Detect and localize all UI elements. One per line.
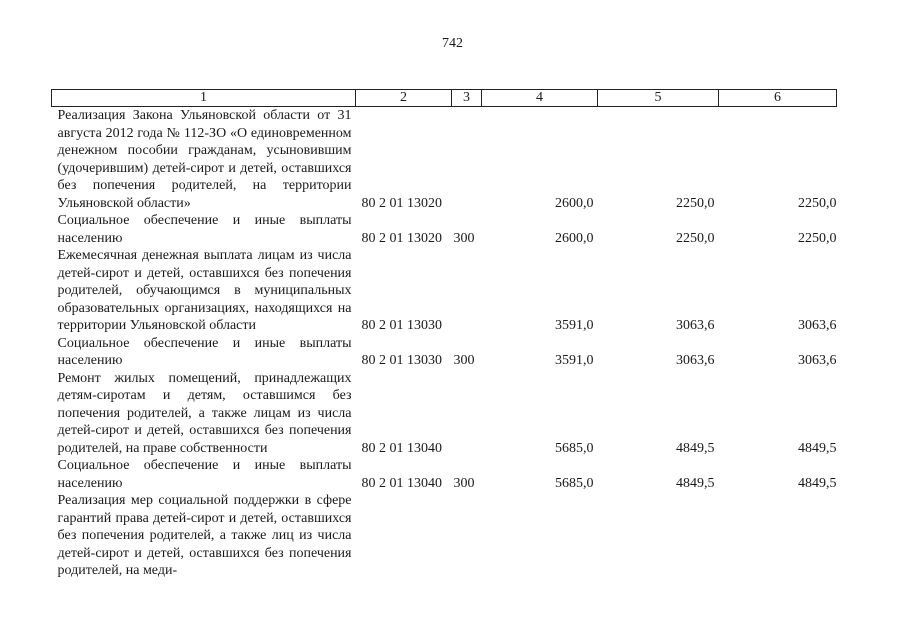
row-value-2 (598, 492, 719, 580)
row-name: Ежемесячная денежная выплата лицам из числа детей-сирот и детей, оставшихся без попечения родителей, обучающимся в муниципальных образовательных организациях, находящихся на территории Ульяновской области (57, 248, 352, 333)
row-value-2: 3063,6 (676, 318, 715, 333)
budget-table (51, 89, 837, 580)
row-value-1: 2600,0 (555, 195, 594, 211)
row-value-3: 3063,6 (798, 318, 837, 333)
row-value-1: 3591,0 (555, 353, 594, 368)
row-value-1: 3591,0 (555, 318, 594, 333)
table-row (52, 457, 837, 492)
row-value-2: 4849,5 (676, 440, 715, 456)
table-row (52, 370, 837, 458)
row-name: Социальное обеспечение и иные выплаты населению (57, 458, 352, 491)
row-value-1: 2600,0 (555, 230, 594, 246)
header-col-2: 2 (356, 90, 452, 107)
row-code: 80 2 01 13020 (361, 195, 442, 211)
row-value-2: 2250,0 (676, 195, 715, 211)
table-row (52, 492, 837, 580)
row-code: 80 2 01 13020 (361, 230, 442, 246)
page-number: 742 (442, 36, 463, 51)
row-value-3 (719, 492, 837, 580)
row-value-1 (482, 492, 598, 580)
row-type (452, 492, 482, 580)
row-name: Социальное обеспечение и иные выплаты населению (57, 335, 352, 368)
row-code: 80 2 01 13040 (361, 475, 442, 491)
table-row (52, 212, 837, 247)
row-value-1: 5685,0 (555, 475, 594, 491)
header-col-3: 3 (452, 90, 482, 107)
row-value-3: 4849,5 (798, 475, 837, 491)
row-name: Социальное обеспечение и иные выплаты населению (57, 213, 352, 246)
row-code: 80 2 01 13040 (361, 440, 442, 456)
header-col-4: 4 (482, 90, 598, 107)
table-row (52, 335, 837, 370)
row-type (452, 370, 482, 458)
row-value-3: 3063,6 (798, 353, 837, 368)
row-code: 80 2 01 13030 (361, 318, 442, 333)
row-type (452, 247, 482, 335)
row-value-2: 2250,0 (676, 230, 715, 246)
row-value-3: 2250,0 (798, 195, 837, 211)
table-row (52, 247, 837, 335)
row-type: 300 (453, 353, 475, 368)
header-col-6: 6 (719, 90, 837, 107)
row-type: 300 (453, 230, 475, 246)
row-name: Ремонт жилых помещений, принадлежащих детям-сиротам и детям, оставшимся без попечения родителей, а также лицам из числа детей-сирот и детей, оставшихся без попечения родителей, на праве собственности (57, 370, 352, 456)
row-code (356, 492, 452, 580)
row-value-3: 4849,5 (798, 440, 837, 456)
row-value-1: 5685,0 (555, 440, 594, 456)
header-col-5: 5 (598, 90, 719, 107)
row-name: Реализация Закона Ульяновской области от 31 августа 2012 года № 112-ЗО «О единовременном денежном пособии гражданам, усыновившим (удочерившим) детей-сирот и детей, оставшихся без попечения родителей, на территории Ульяновской области» (57, 108, 352, 211)
table-row (52, 107, 837, 213)
row-name: Реализация мер социальной поддержки в сфере гарантий права детей-сирот и детей, оставшихся без попечения родителей, а также лиц из числа детей-сирот и детей, оставшихся без попечения родителей, на меди- (57, 493, 352, 578)
table-header-row (52, 90, 837, 107)
row-value-2: 3063,6 (676, 353, 715, 368)
row-value-3: 2250,0 (798, 230, 837, 246)
row-value-2: 4849,5 (676, 475, 715, 491)
row-type (452, 107, 482, 213)
row-code: 80 2 01 13030 (361, 353, 442, 368)
row-type: 300 (453, 475, 475, 491)
header-col-1: 1 (52, 90, 356, 107)
